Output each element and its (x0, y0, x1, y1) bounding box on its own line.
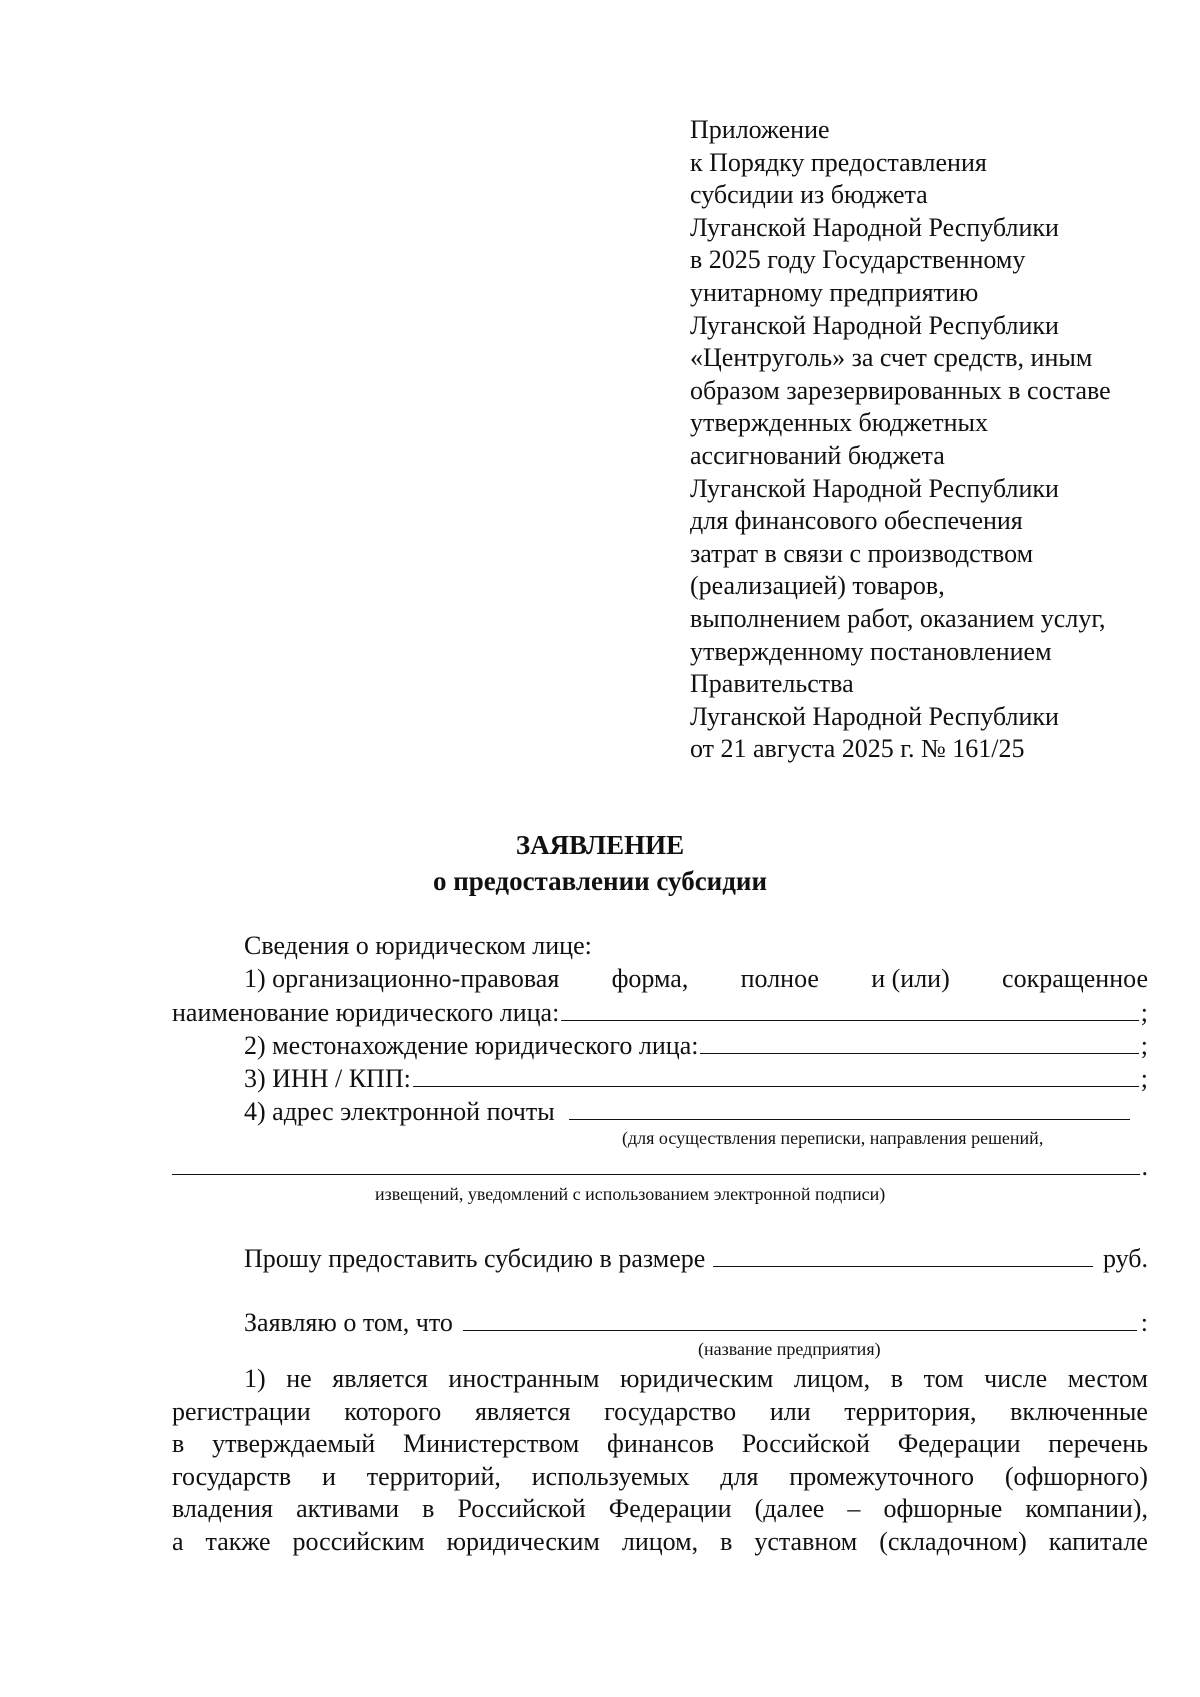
document-subtitle: о предоставлении субсидии (432, 866, 768, 896)
appendix-line: Луганской Народной Республики (690, 701, 1059, 731)
form-intro: Сведения о юридическом лице: (244, 931, 592, 960)
appendix-line: выполнением работ, оказанием услуг, (690, 603, 1106, 633)
enterprise-name-note: (название предприятия) (698, 1339, 881, 1359)
semicolon: ; (1140, 1064, 1148, 1093)
item1-word: 1) организационно-правовая (244, 964, 560, 993)
item2-row (172, 1029, 1148, 1062)
appendix-line: в 2025 году Государственному (690, 245, 1026, 275)
item1-word: полное (740, 964, 819, 993)
company-name-field[interactable] (561, 996, 1138, 1021)
semicolon: ; (1140, 1031, 1148, 1060)
appendix-header (690, 114, 1190, 766)
request-row (172, 1242, 1148, 1275)
appendix-line: субсидии из бюджета (690, 180, 928, 210)
item1-label: наименование юридического лица: (172, 998, 560, 1027)
email-field[interactable] (569, 1095, 1130, 1120)
item4-label: 4) адрес электронной почты (244, 1097, 555, 1126)
appendix-line: к Порядку предоставления (690, 147, 987, 177)
statement-1 (172, 1363, 1148, 1559)
email-field-continued-row (172, 1150, 1148, 1183)
appendix-line: унитарному предприятию (690, 277, 979, 307)
enterprise-name-field[interactable] (463, 1306, 1137, 1331)
email-field-continued[interactable] (172, 1150, 1140, 1175)
appendix-line: Луганской Народной Республики (690, 212, 1059, 242)
email-note-1: (для осуществления переписки, направления решений, (622, 1128, 1044, 1148)
appendix-line: Луганской Народной Республики (690, 473, 1059, 503)
appendix-line: от 21 августа 2025 г. № 161/25 (690, 734, 1025, 764)
email-note-2: извещений, уведомлений с использованием электронной подписи) (375, 1184, 886, 1204)
appendix-line: утвержденных бюджетных (690, 408, 989, 438)
item1-name-field-row (172, 996, 1148, 1029)
appendix-line: ассигнований бюджета (690, 440, 945, 470)
subsidy-amount-field[interactable] (713, 1242, 1093, 1267)
item1-word: сокращенное (1002, 964, 1148, 993)
appendix-line: Приложение (690, 115, 830, 144)
appendix-line: утвержденному постановлением (690, 636, 1052, 666)
appendix-line: образом зарезервированных в составе (690, 375, 1111, 405)
appendix-line: для финансового обеспечения (690, 506, 1023, 536)
item4-row (172, 1095, 1132, 1128)
declare-row (172, 1306, 1148, 1339)
statement-line: 1) не является иностранным юридическим лицом, в том числе местом (244, 1364, 1148, 1393)
appendix-line: «Центруголь» за счет средств, иным (690, 343, 1093, 373)
declare-label: Заявляю о том, что (244, 1308, 453, 1337)
item3-row (172, 1062, 1148, 1095)
request-label: Прошу предоставить субсидию в размере (244, 1244, 706, 1273)
appendix-line: (реализацией) товаров, (690, 571, 945, 601)
item1-first-line (172, 963, 1148, 995)
statement-line: а также российским юридическим лицом, в уставном (складочном) капитале (172, 1526, 1148, 1556)
document-title: ЗАЯВЛЕНИЕ (515, 830, 685, 860)
statement-line: регистрации которого является государство или территория, включенные (172, 1396, 1148, 1426)
appendix-line: затрат в связи с производством (690, 538, 1034, 568)
period: . (1141, 1152, 1148, 1181)
item1-word: форма, (611, 964, 689, 993)
inn-kpp-field[interactable] (413, 1062, 1139, 1087)
currency-unit: руб. (1102, 1244, 1148, 1273)
appendix-line: Луганской Народной Республики (690, 310, 1059, 340)
statement-line: государств и территорий, используемых для промежуточного (офшорного) (172, 1461, 1148, 1491)
item3-label: 3) ИНН / КПП: (244, 1064, 411, 1093)
semicolon: ; (1140, 998, 1148, 1027)
statement-line: владения активами в Российской Федерации (далее – офшорные компании), (172, 1494, 1148, 1524)
item1-word: и (или) (871, 964, 950, 993)
location-field[interactable] (700, 1029, 1138, 1054)
colon: : (1140, 1308, 1148, 1337)
appendix-line: Правительства (690, 669, 854, 699)
statement-line: в утверждаемый Министерством финансов Российской Федерации перечень (172, 1429, 1148, 1459)
item2-label: 2) местонахождение юридического лица: (244, 1031, 699, 1060)
